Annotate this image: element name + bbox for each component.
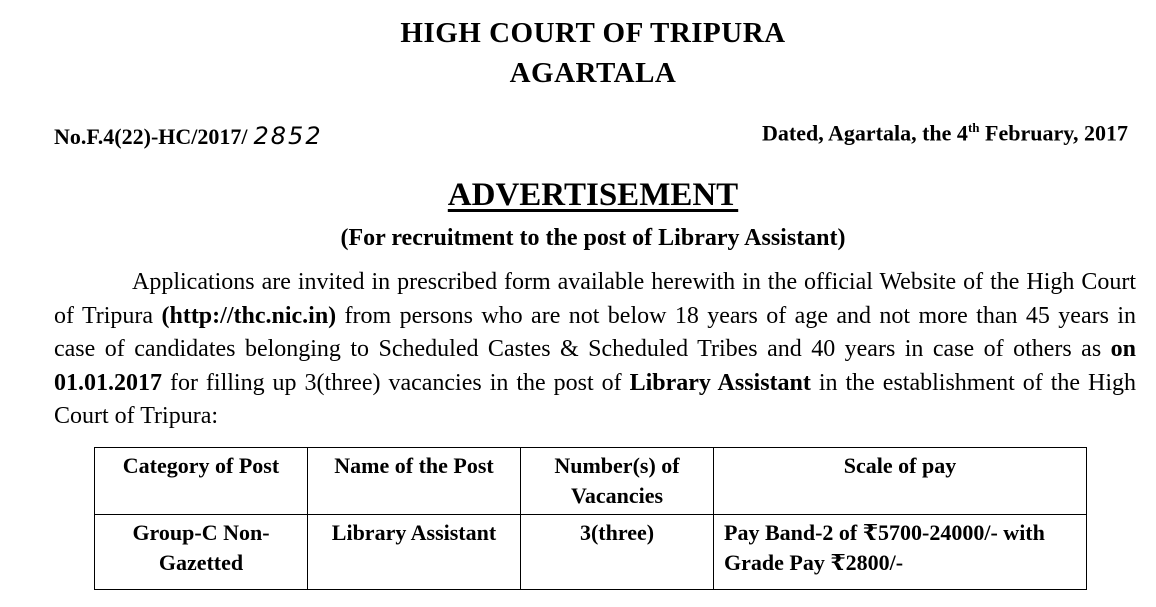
- body-text-3: for filling up 3(three) vacancies in the post of: [162, 369, 630, 396]
- date-prefix: Dated, Agartala, the 4: [762, 120, 968, 146]
- vacancy-table: [94, 447, 1087, 590]
- handwritten-number: 2852: [253, 122, 323, 150]
- table-row: [95, 515, 1087, 590]
- header-category: Category of Post: [95, 448, 308, 515]
- header-vacancies: [521, 448, 714, 515]
- table-header-row: [95, 448, 1087, 515]
- document-title: ADVERTISEMENT: [447, 177, 739, 213]
- cell-scale: Pay Band-2 of ₹5700-24000/- with Grade Pay ₹2800/-: [714, 515, 1087, 590]
- cell-vacancies: 3(three): [521, 515, 714, 590]
- cutoff-date: on 01.01.2017: [54, 336, 1136, 396]
- header-name: Name of the Post: [308, 448, 521, 515]
- cell-name: [308, 515, 521, 590]
- cell-category: [95, 515, 308, 590]
- body-text-4: in the establishment of the High Court of Tripura:: [54, 369, 1136, 429]
- court-location: AGARTALA: [509, 57, 677, 89]
- reference-number-text: No.F.4(22)-HC/2017/: [54, 124, 248, 149]
- cell-category-text: Group-C Non-Gazetted: [132, 520, 270, 575]
- date-suffix: February, 2017: [985, 120, 1128, 146]
- header-vacancies-text: Number(s) of Vacancies: [554, 453, 680, 508]
- reference-number: [54, 122, 323, 150]
- document-subtitle: (For recruitment to the post of Library Assistant): [340, 225, 846, 251]
- date-line: [762, 120, 1128, 146]
- header-scale: Scale of pay: [714, 448, 1087, 515]
- body-paragraph: [54, 266, 1136, 434]
- court-name: HIGH COURT OF TRIPURA: [400, 17, 786, 49]
- body-text-2: from persons who are not below 18 years of age and not more than 45 years in case of candidates belonging to Scheduled Castes & Scheduled Tribes and 40 years in case of others as: [54, 302, 1136, 362]
- post-name: Library Assistant: [629, 369, 811, 396]
- body-text-1: Applications are invited in prescribed form available herewith in the official Website of the High Court of Tripura: [54, 269, 1136, 329]
- cell-name-text: Library Assistant: [331, 520, 497, 545]
- date-superscript: th: [967, 120, 980, 135]
- website-url: (http://thc.nic.in): [161, 302, 337, 329]
